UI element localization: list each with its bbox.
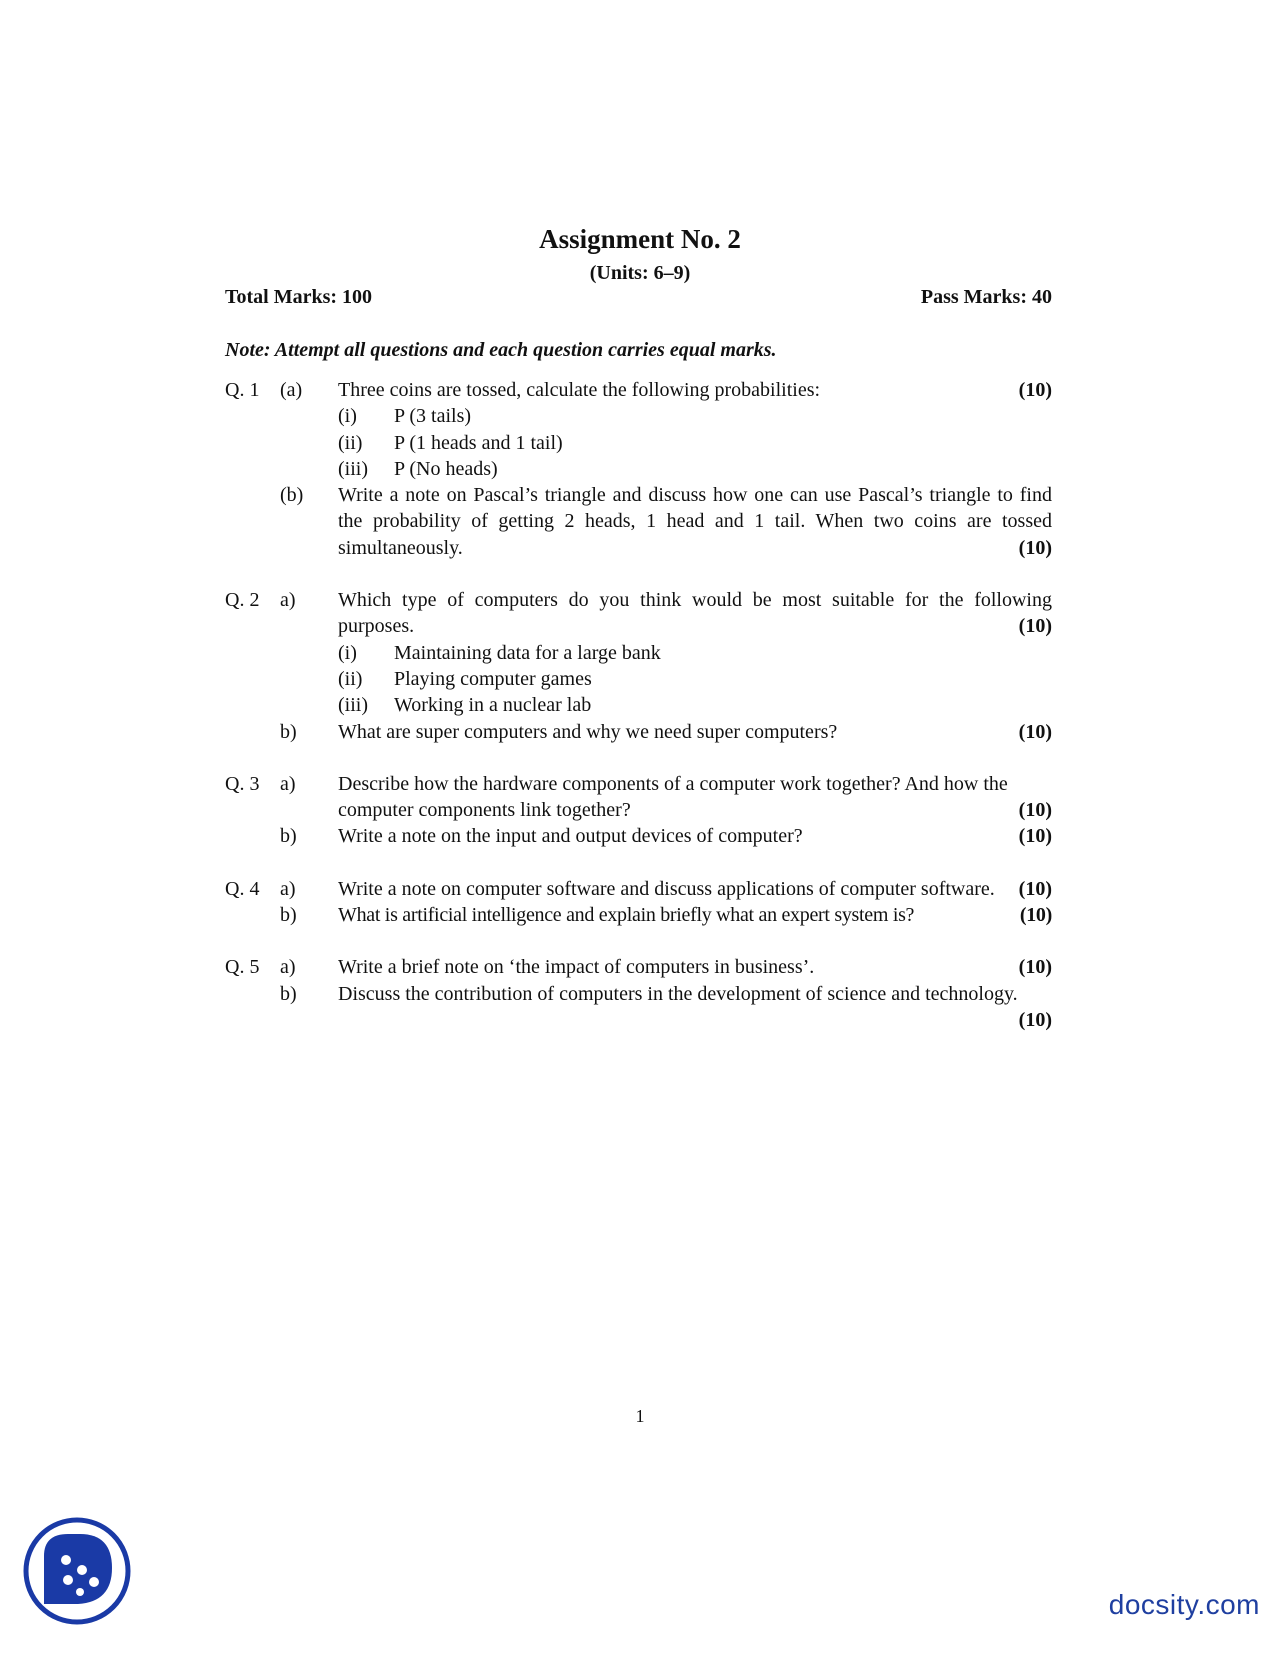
sub-label: (i) bbox=[338, 641, 357, 664]
brand-link[interactable]: docsity.com bbox=[1108, 1589, 1260, 1620]
question-list bbox=[225, 377, 1052, 1033]
part-text: (10) What is artificial intelligence and explain briefly what an expert system is? bbox=[338, 902, 1052, 928]
part-label: a) bbox=[280, 877, 296, 900]
sub-item bbox=[338, 692, 1052, 718]
part-marks: (10) bbox=[1018, 379, 1052, 401]
question-5 bbox=[225, 954, 1052, 1031]
instruction-note: Note: Attempt all questions and each question carries equal marks. bbox=[225, 339, 777, 361]
page-title: Assignment No. 2 bbox=[539, 224, 741, 254]
question-part bbox=[225, 587, 1052, 640]
question-number: Q. 1 bbox=[225, 379, 260, 401]
part-text: Write a note on Pascal’s triangle and discuss how one can use Pascal’s triangle to find the probability of getting 2 heads, 1 head and 1 tail. When two coins are tossed simultaneously. (10) bbox=[338, 482, 1052, 561]
part-label: a) bbox=[280, 956, 296, 979]
part-label: a) bbox=[280, 772, 296, 795]
part-text: Write a note on computer software and discuss applications of computer software. (10) bbox=[338, 876, 1052, 902]
sub-text: P (1 heads and 1 tail) bbox=[394, 431, 563, 454]
part-marks: (10) bbox=[1018, 825, 1052, 848]
question-number: Q. 5 bbox=[225, 956, 260, 979]
part-text: Describe how the hardware components of a computer work together? And how the computer components link together? (10) bbox=[338, 771, 1052, 824]
question-number: Q. 2 bbox=[225, 589, 260, 612]
part-marks: (10) bbox=[1018, 956, 1052, 979]
sub-item bbox=[338, 640, 1052, 666]
part-label: b) bbox=[280, 982, 297, 1005]
part-marks: (10) bbox=[1018, 536, 1052, 559]
sub-item bbox=[338, 666, 1052, 692]
sub-text: P (3 tails) bbox=[394, 405, 472, 428]
question-part bbox=[225, 771, 1052, 824]
sub-label: (ii) bbox=[338, 667, 363, 690]
sub-label: (iii) bbox=[338, 694, 368, 717]
question-part bbox=[225, 902, 1052, 928]
sub-item bbox=[338, 456, 1052, 482]
question-part bbox=[225, 981, 1052, 1031]
question-1 bbox=[225, 377, 1052, 561]
sub-item bbox=[338, 403, 1052, 429]
question-part bbox=[225, 719, 1052, 745]
question-part bbox=[225, 482, 1052, 561]
part-label: (b) bbox=[280, 484, 304, 507]
part-label: b) bbox=[280, 904, 297, 927]
part-marks: (10) bbox=[1018, 877, 1052, 900]
part-text: (10) Three coins are tossed, calculate the following probabilities: bbox=[338, 377, 1052, 403]
question-part bbox=[225, 876, 1052, 902]
question-2 bbox=[225, 587, 1052, 745]
part-label: a) bbox=[280, 589, 296, 612]
part-marks: (10) bbox=[1019, 904, 1052, 927]
sub-text: Working in a nuclear lab bbox=[394, 694, 592, 717]
part-marks: (10) bbox=[1018, 720, 1052, 743]
part-label: (a) bbox=[280, 379, 303, 401]
question-4 bbox=[225, 876, 1052, 929]
question-number: Q. 3 bbox=[225, 772, 260, 795]
part-text: Discuss the contribution of computers in the development of science and technology. (10) bbox=[338, 981, 1052, 1007]
question-number: Q. 4 bbox=[225, 877, 260, 900]
sub-label: (i) bbox=[338, 405, 357, 428]
part-marks: (10) bbox=[1018, 1008, 1052, 1031]
part-marks: (10) bbox=[1018, 799, 1052, 822]
sub-text: P (No heads) bbox=[394, 457, 498, 480]
part-label: b) bbox=[280, 825, 297, 848]
question-part bbox=[225, 954, 1052, 980]
units-subtitle: (Units: 6–9) bbox=[589, 262, 691, 284]
part-marks: (10) bbox=[1018, 615, 1052, 638]
sub-item bbox=[338, 430, 1052, 456]
part-label: b) bbox=[280, 720, 297, 743]
page-number: 1 bbox=[635, 1406, 645, 1426]
part-text: (10) What are super computers and why we need super computers? bbox=[338, 719, 1052, 745]
question-3 bbox=[225, 771, 1052, 850]
part-text: (10) Write a note on the input and output devices of computer? bbox=[338, 823, 1052, 849]
question-part bbox=[225, 377, 1052, 403]
sub-label: (iii) bbox=[338, 457, 368, 480]
question-part bbox=[225, 823, 1052, 849]
part-text: (10) Write a brief note on ‘the impact of computers in business’. bbox=[338, 954, 1052, 980]
docsity-logo-icon[interactable] bbox=[22, 1516, 132, 1626]
sub-text: Maintaining data for a large bank bbox=[394, 641, 661, 664]
sub-text: Playing computer games bbox=[394, 667, 592, 690]
total-marks: Total Marks: 100 bbox=[225, 286, 373, 308]
part-text: Which type of computers do you think would be most suitable for the following purposes. (10) bbox=[338, 587, 1052, 640]
sub-label: (ii) bbox=[338, 431, 363, 454]
pass-marks: Pass Marks: 40 bbox=[920, 286, 1052, 308]
